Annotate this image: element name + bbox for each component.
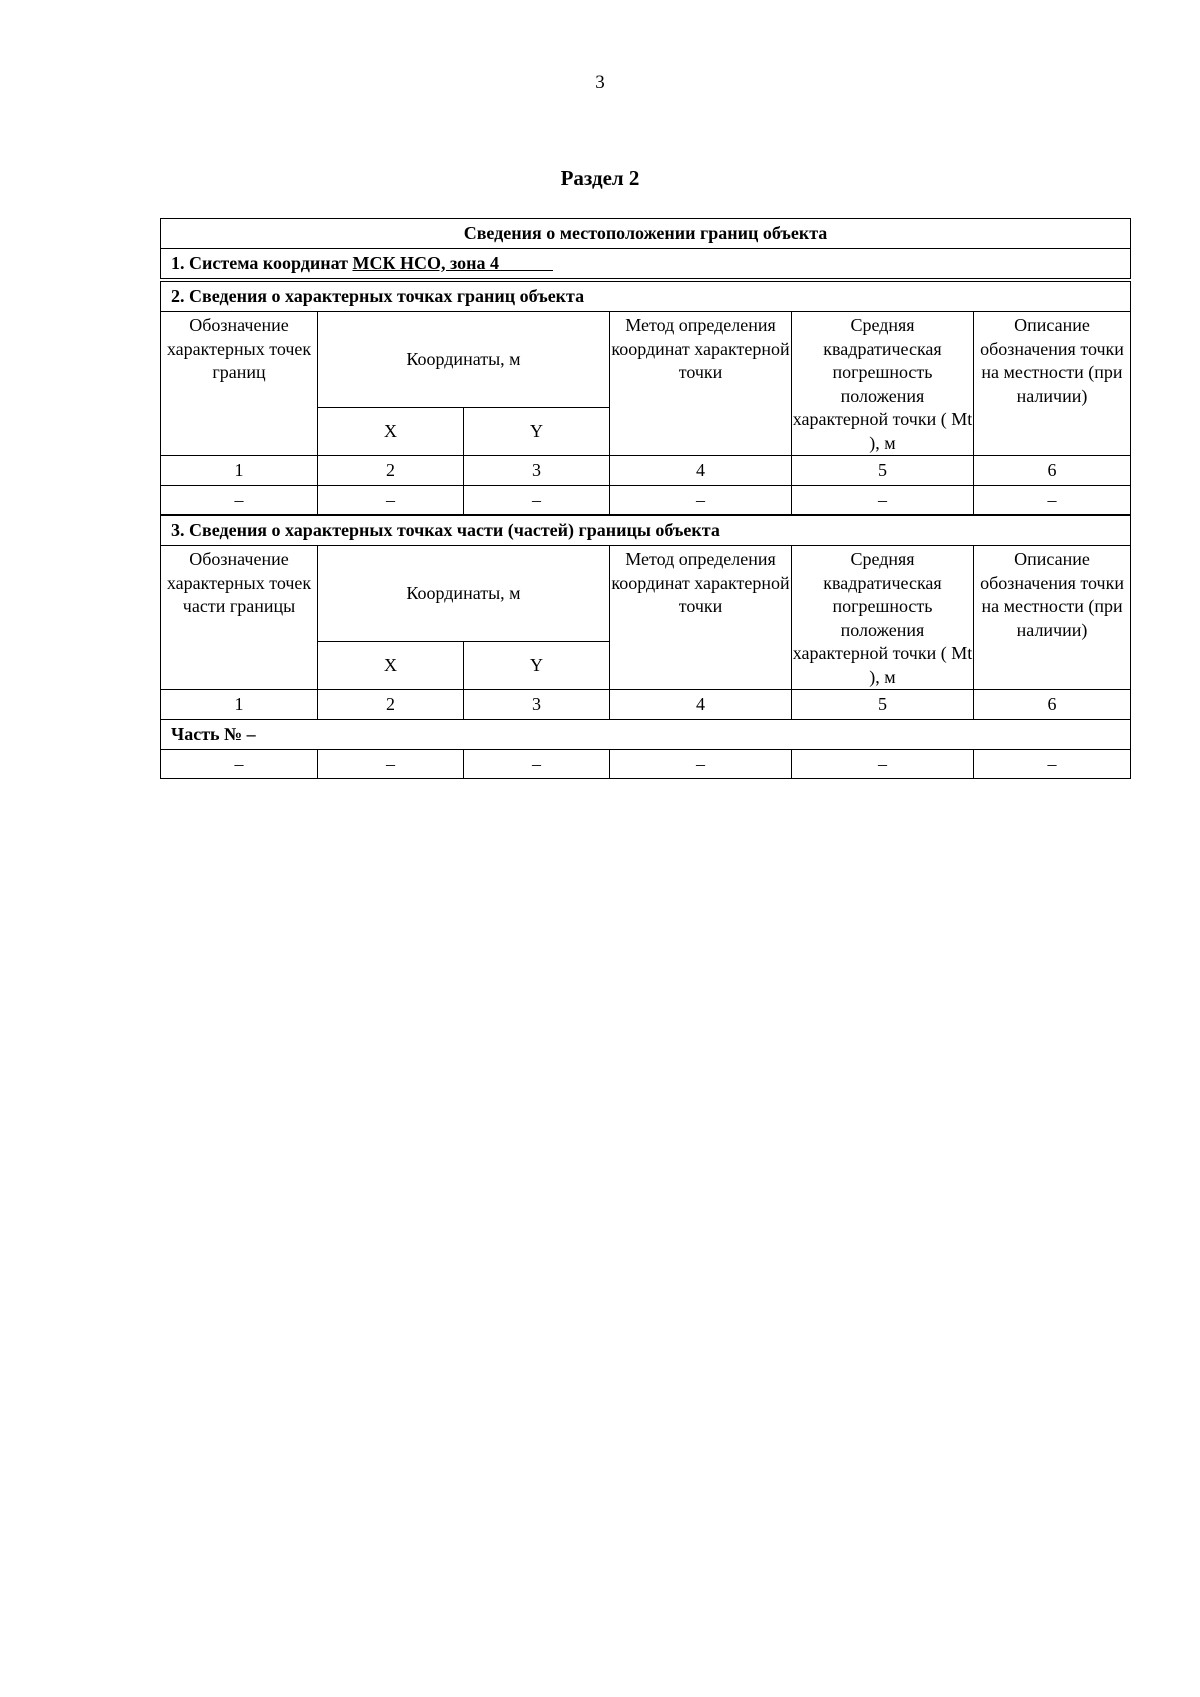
part-boundary-points-table xyxy=(160,515,1131,779)
column-number: 4 xyxy=(610,690,792,720)
header-error: Средняя квадратическая погрешность положения характерной точки ( Mt ), м xyxy=(792,312,974,456)
column-number: 5 xyxy=(792,690,974,720)
header-x: X xyxy=(318,408,464,456)
header-point-designation: Обозначение характерных точек части границы xyxy=(161,546,318,690)
header-coordinates: Координаты, м xyxy=(318,546,610,642)
header-description: Описание обозначения точки на местности (при наличии) xyxy=(974,546,1131,690)
column-number: 2 xyxy=(318,456,464,486)
location-info-table xyxy=(160,218,1131,279)
column-number: 2 xyxy=(318,690,464,720)
table-cell: – xyxy=(464,750,610,779)
header-y: Y xyxy=(464,642,610,690)
header-method: Метод определения координат характерной точки xyxy=(610,546,792,690)
table-cell: – xyxy=(318,750,464,779)
column-number: 4 xyxy=(610,456,792,486)
table-cell: – xyxy=(974,486,1131,515)
table-row xyxy=(161,750,1131,779)
header-y: Y xyxy=(464,408,610,456)
table-cell: – xyxy=(318,486,464,515)
table-cell: – xyxy=(974,750,1131,779)
boundary-points-table xyxy=(160,281,1131,515)
column-number: 5 xyxy=(792,456,974,486)
column-number: 1 xyxy=(161,690,318,720)
table-cell: – xyxy=(610,750,792,779)
coordinate-system-row xyxy=(161,249,1131,279)
table-cell: – xyxy=(792,486,974,515)
column-number: 1 xyxy=(161,456,318,486)
header-point-designation: Обозначение характерных точек границ xyxy=(161,312,318,456)
column-number: 6 xyxy=(974,690,1131,720)
table-cell: – xyxy=(610,486,792,515)
column-number: 3 xyxy=(464,456,610,486)
header-error: Средняя квадратическая погрешность положения характерной точки ( Mt ), м xyxy=(792,546,974,690)
table-cell: – xyxy=(464,486,610,515)
header-method: Метод определения координат характерной точки xyxy=(610,312,792,456)
boundary-points-title: 2. Сведения о характерных точках границ объекта xyxy=(161,282,1131,312)
column-number: 3 xyxy=(464,690,610,720)
section-title: Раздел 2 xyxy=(560,166,640,190)
coordinate-system-value: МСК НСО, зона 4 xyxy=(352,252,554,273)
table-cell: – xyxy=(161,486,318,515)
part-boundary-points-title: 3. Сведения о характерных точках части (частей) границы объекта xyxy=(161,516,1131,546)
location-info-title: Сведения о местоположении границ объекта xyxy=(161,219,1131,249)
header-x: X xyxy=(318,642,464,690)
header-description: Описание обозначения точки на местности (при наличии) xyxy=(974,312,1131,456)
table-row xyxy=(161,486,1131,515)
table-cell: – xyxy=(792,750,974,779)
column-number: 6 xyxy=(974,456,1131,486)
part-label: Часть № – xyxy=(161,720,1131,750)
table-cell: – xyxy=(161,750,318,779)
coordinate-system-label: 1. Система координат xyxy=(171,252,353,273)
page-number: 3 xyxy=(595,72,605,93)
header-coordinates: Координаты, м xyxy=(318,312,610,408)
